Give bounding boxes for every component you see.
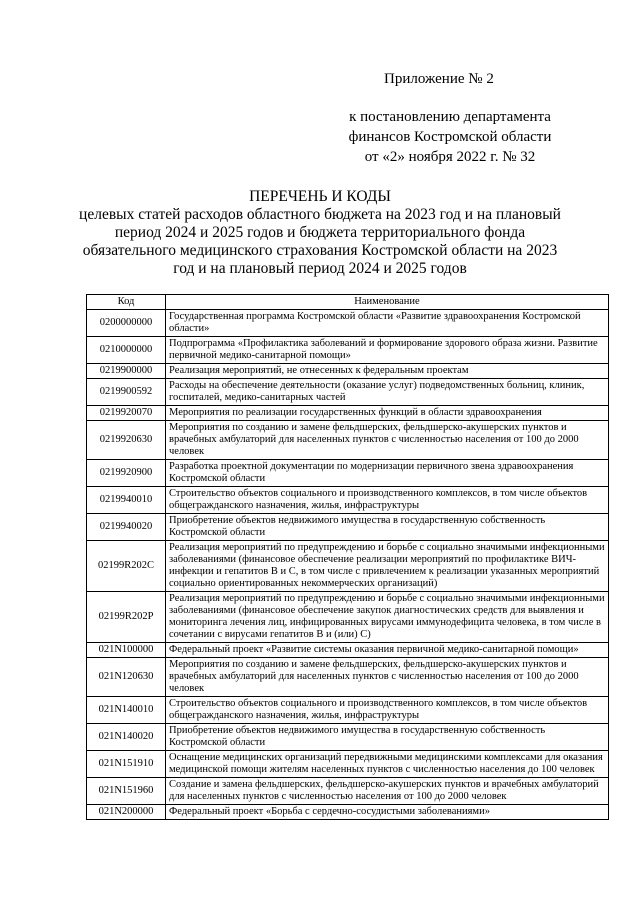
title-line: ПЕРЕЧЕНЬ И КОДЫ <box>249 188 391 205</box>
row-code: 0219940010 <box>87 487 166 514</box>
title-line: период 2024 и 2025 годов и бюджета территориального фонда <box>114 224 526 241</box>
row-code: 0219920070 <box>87 406 166 421</box>
resolution-reference <box>330 107 570 167</box>
row-code: 021N200000 <box>87 805 166 820</box>
table-row <box>87 805 609 820</box>
row-name: Оснащение медицинских организаций передвижными медицинскими комплексами для оказания медицинской помощи жителям населенных пунктов с численностью населения до 100 человек <box>166 751 609 778</box>
table-row <box>87 541 609 592</box>
table-row <box>87 406 609 421</box>
table-row <box>87 592 609 643</box>
table-row <box>87 337 609 364</box>
table-row <box>87 460 609 487</box>
table-row <box>87 643 609 658</box>
row-code: 0219920630 <box>87 421 166 460</box>
row-code: 0219940020 <box>87 514 166 541</box>
row-name: Государственная программа Костромской области «Развитие здравоохранения Костромской области» <box>166 310 609 337</box>
title-line: год и на плановый период 2024 и 2025 годов <box>173 260 467 277</box>
row-name: Реализация мероприятий, не отнесенных к федеральным проектам <box>166 364 609 379</box>
title-line: обязательного медицинского страхования Костромской области на 2023 <box>82 242 558 259</box>
table-row <box>87 658 609 697</box>
table-row <box>87 310 609 337</box>
row-code: 0219920900 <box>87 460 166 487</box>
code-column-header: Код <box>87 295 166 310</box>
row-name: Строительство объектов социального и производственного комплексов, в том числе объектов общегражданского назначения, жилья, инфраструктуры <box>166 697 609 724</box>
appendix-label: Приложение № 2 <box>384 71 494 87</box>
table-header-row <box>87 295 609 310</box>
row-name: Реализация мероприятий по предупреждению и борьбе с социально значимыми инфекционными заболеваниями (финансовое обеспечение закупок диагностических средств для выявления и мониторинга лечения лиц, инфицированных вирусами иммунодефицита человека, в том числе в сочетании с вирусами гепатитов B и (или) C) <box>166 592 609 643</box>
row-name: Подпрограмма «Профилактика заболеваний и формирование здорового образа жизни. Развитие первичной медико-санитарной помощи» <box>166 337 609 364</box>
row-code: 021N120630 <box>87 658 166 697</box>
row-code: 021N140020 <box>87 724 166 751</box>
row-name: Приобретение объектов недвижимого имущества в государственную собственность Костромской области <box>166 514 609 541</box>
table-row <box>87 364 609 379</box>
row-name: Приобретение объектов недвижимого имущества в государственную собственность Костромской области <box>166 724 609 751</box>
row-name: Мероприятия по созданию и замене фельдшерских, фельдшерско-акушерских пунктов и врачебных амбулаторий для населенных пунктов с численностью населения от 100 до 2000 человек <box>166 658 609 697</box>
row-name: Мероприятия по созданию и замене фельдшерских, фельдшерско-акушерских пунктов и врачебных амбулаторий для населенных пунктов с численностью населения от 100 до 2000 человек <box>166 421 609 460</box>
row-name: Реализация мероприятий по предупреждению и борьбе с социально значимыми инфекционными заболеваниями (финансовое обеспечение реализации мероприятий по профилактике ВИЧ- инфекции и гепатитов B и C, в том числе с привлечением к реализации указанных мероприятий социально ориентированных некоммерческих организаций) <box>166 541 609 592</box>
row-code: 021N100000 <box>87 643 166 658</box>
row-code: 021N140010 <box>87 697 166 724</box>
codes-table <box>86 294 609 820</box>
row-code: 0200000000 <box>87 310 166 337</box>
table-row <box>87 724 609 751</box>
table-row <box>87 514 609 541</box>
row-code: 02199R202P <box>87 592 166 643</box>
row-code: 021N151960 <box>87 778 166 805</box>
row-name: Создание и замена фельдшерских, фельдшерско-акушерских пунктов и врачебных амбулаторий для населенных пунктов с численностью населения от 100 до 2000 человек <box>166 778 609 805</box>
table-row <box>87 421 609 460</box>
row-code: 021N151910 <box>87 751 166 778</box>
table-row <box>87 751 609 778</box>
table-row <box>87 778 609 805</box>
table-row <box>87 487 609 514</box>
row-code: 02199R202C <box>87 541 166 592</box>
resolution-line: к постановлению департамента <box>349 109 551 125</box>
table-row <box>87 697 609 724</box>
row-code: 0210000000 <box>87 337 166 364</box>
row-code: 0219900592 <box>87 379 166 406</box>
row-name: Разработка проектной документации по модернизации первичного звена здравоохранения Костромской области <box>166 460 609 487</box>
title-line: целевых статей расходов областного бюджета на 2023 год и на плановый <box>79 206 561 223</box>
resolution-line: финансов Костромской области <box>348 129 552 145</box>
row-name: Расходы на обеспечение деятельности (оказание услуг) подведомственных больниц, клиник, госпиталей, медико-санитарных частей <box>166 379 609 406</box>
table-row <box>87 379 609 406</box>
document-title <box>60 188 580 278</box>
row-name: Федеральный проект «Развитие системы оказания первичной медико-санитарной помощи» <box>166 643 609 658</box>
row-code: 0219900000 <box>87 364 166 379</box>
row-name: Мероприятия по реализации государственных функций в области здравоохранения <box>166 406 609 421</box>
resolution-line: от «2» ноября 2022 г. № 32 <box>364 149 536 165</box>
name-column-header: Наименование <box>166 295 609 310</box>
row-name: Строительство объектов социального и производственного комплексов, в том числе объектов общегражданского назначения, жилья, инфраструктуры <box>166 487 609 514</box>
row-name: Федеральный проект «Борьба с сердечно-сосудистыми заболеваниями» <box>166 805 609 820</box>
